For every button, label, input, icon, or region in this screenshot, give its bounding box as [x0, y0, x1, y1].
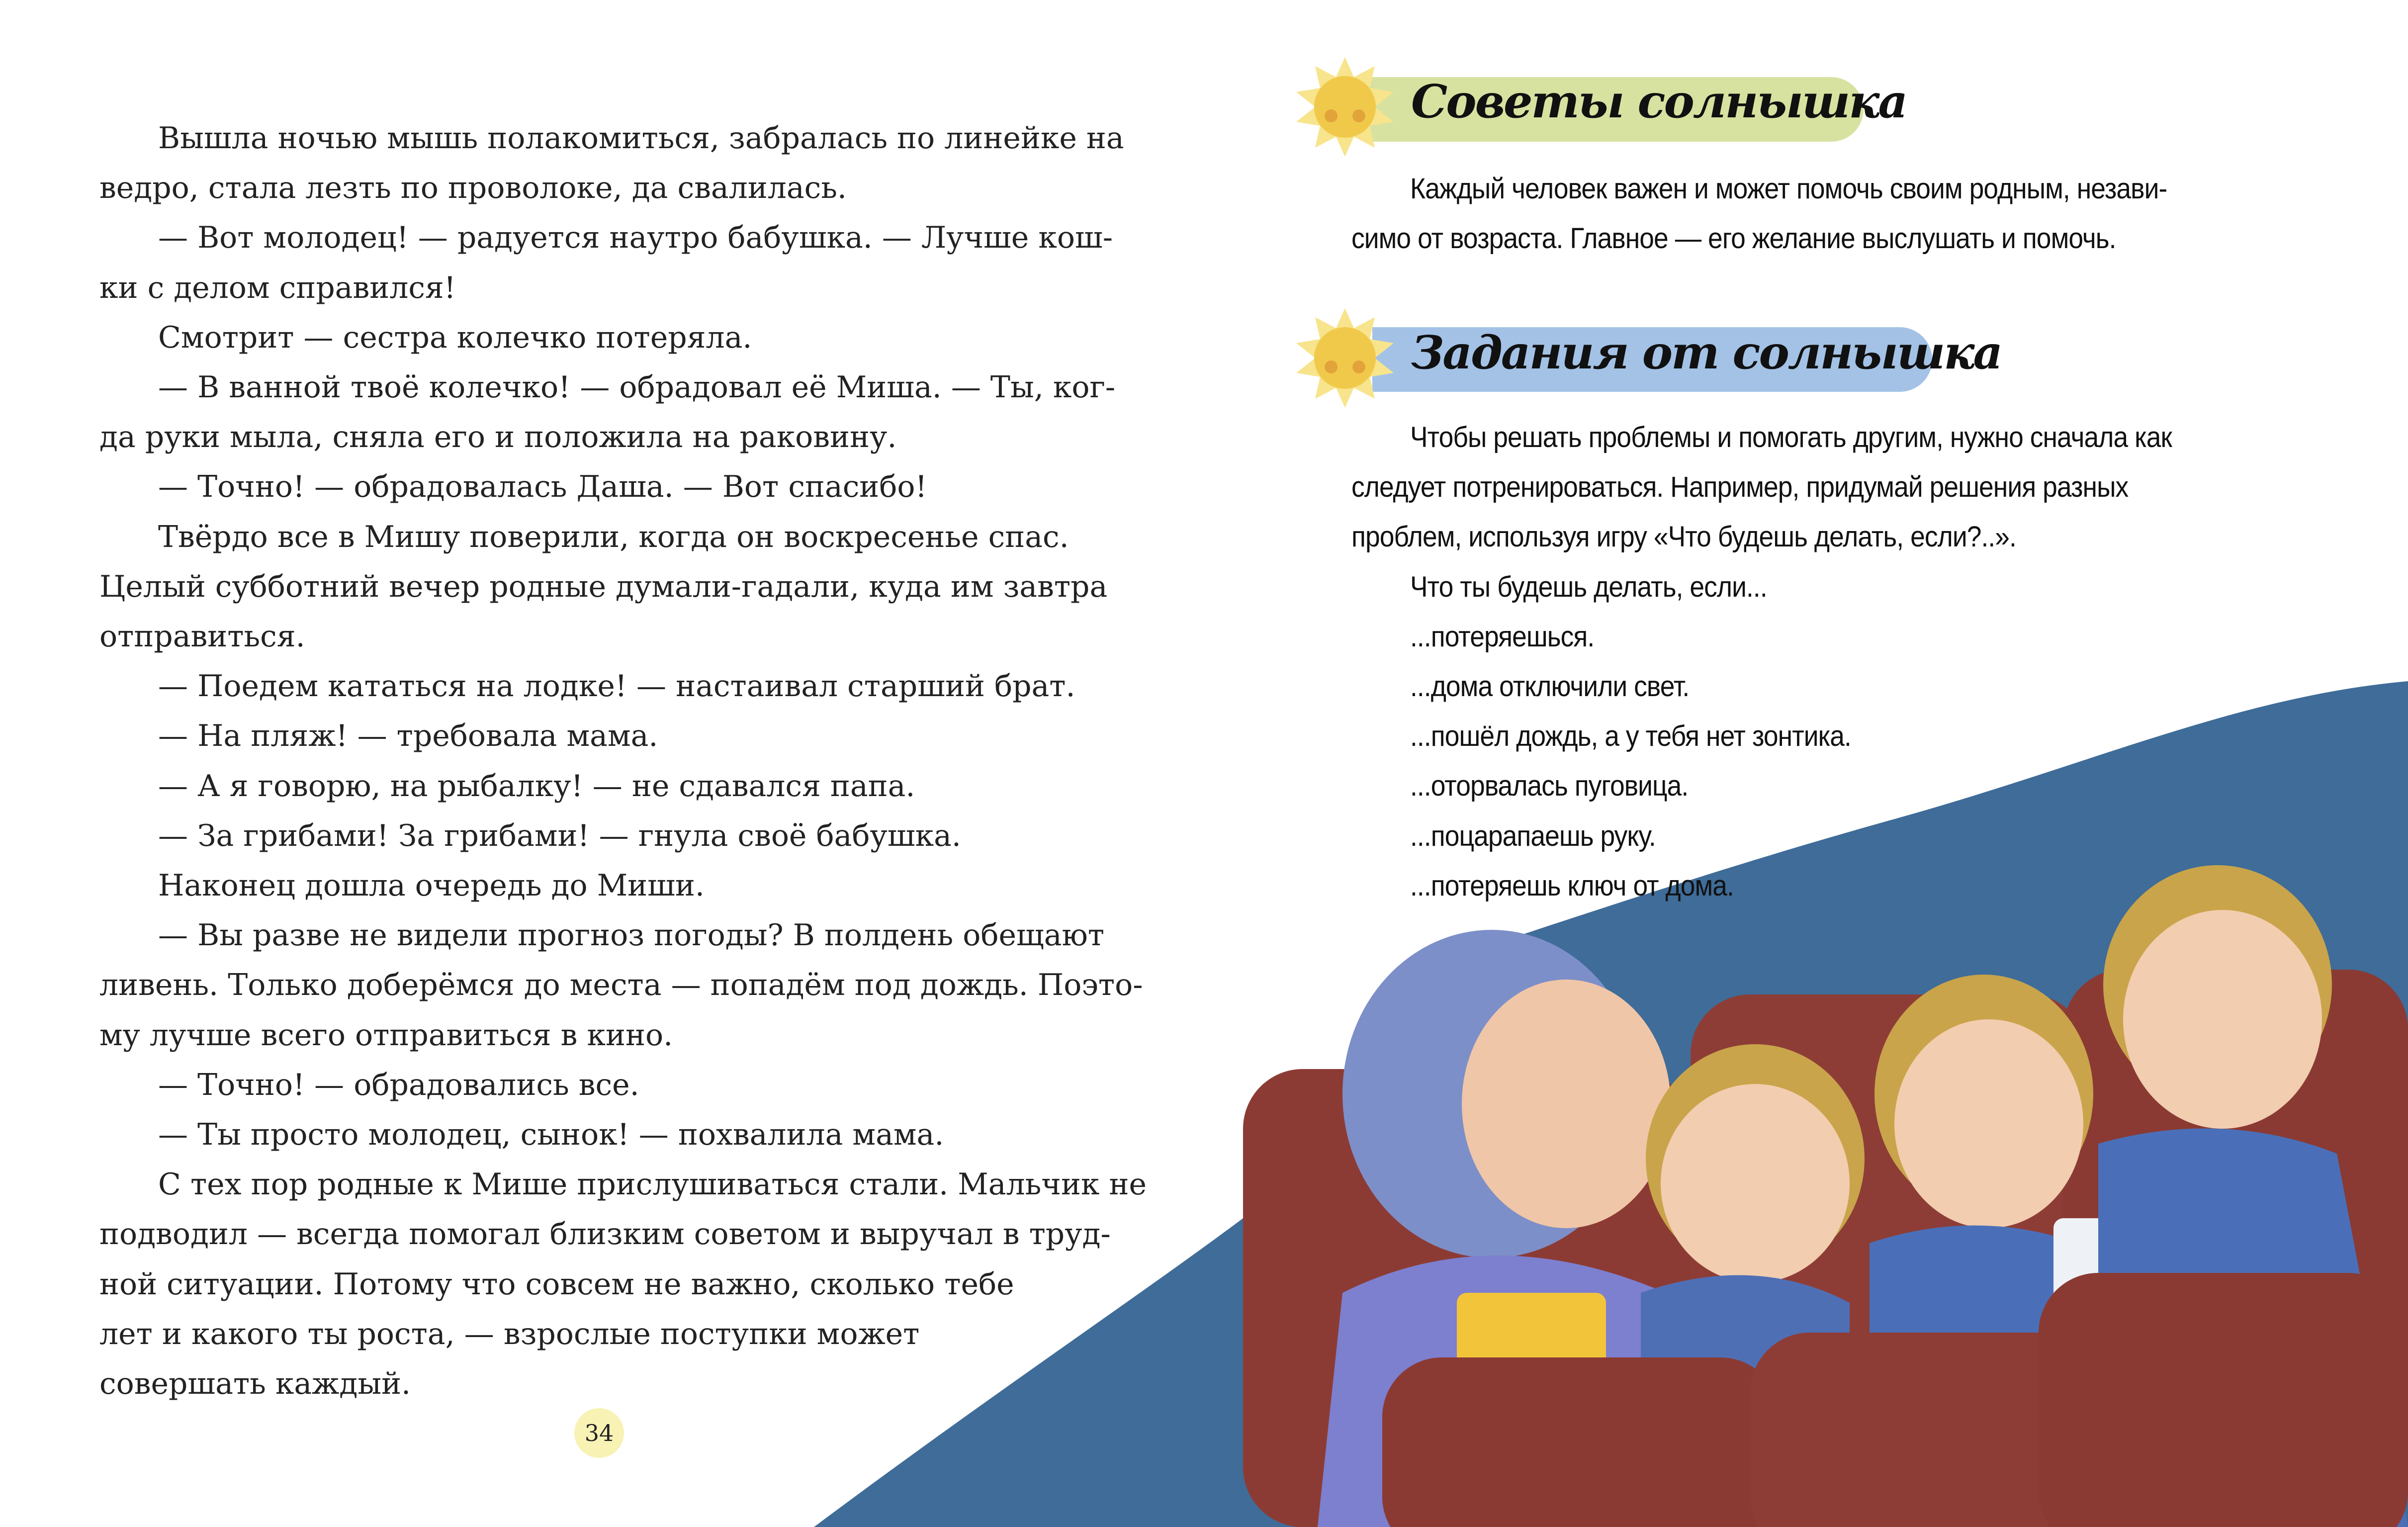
advice-title: Советы солнышка [1411, 75, 1907, 128]
text-line: — А я говорю, на рыбалку! — не сдавался папа. [158, 768, 915, 804]
text-line: Вышла ночью мышь полакомиться, забралась по линейке на [158, 121, 1124, 156]
text-line: Что ты будешь делать, если... [1410, 570, 1767, 603]
text-line: — На пляж! — требовала мама. [158, 719, 658, 754]
text-line: ...дома отключили свет. [1410, 670, 1690, 703]
sun-icon [1295, 308, 1395, 408]
sun-icon [1295, 57, 1395, 157]
text-line: — Точно! — обрадовалась Даша. — Вот спасибо! [158, 469, 927, 505]
text-line: С тех пор родные к Мише прислушиваться стали. Мальчик не [158, 1167, 1147, 1202]
text-line: Целый субботний вечер родные думали-гадали, куда им завтра [99, 569, 1108, 604]
text-line: проблем, используя игру «Что будешь делать, если?..». [1351, 521, 2016, 553]
text-line: — В ванной твоё колечко! — обрадовал её Миша. — Ты, ког- [158, 370, 1116, 405]
text-line: ...пошёл дождь, а у тебя нет зонтика. [1410, 720, 1851, 753]
text-line: — Точно! — обрадовались все. [158, 1067, 639, 1102]
text-line: Каждый человек важен и может помочь своим родным, незави- [1410, 173, 2167, 205]
text-line: — Ты просто молодец, сынок! — похвалила мама. [158, 1117, 944, 1152]
text-line: подводил — всегда помогал близким советом и выручал в труд- [99, 1217, 1111, 1252]
text-line: — Вот молодец! — радуется наутро бабушка. — Лучше кош- [158, 220, 1113, 256]
text-line: ...потеряешься. [1410, 620, 1595, 653]
text-line: отправиться. [99, 619, 305, 654]
text-line: следует потренироваться. Например, придумай решения разных [1351, 471, 2129, 504]
text-line: — Поедем кататься на лодке! — настаивал старший брат. [158, 669, 1075, 704]
text-line: Наконец дошла очередь до Миши. [158, 868, 705, 903]
tasks-title: Задания от солнышка [1411, 326, 2002, 379]
text-line: ки с делом справился! [99, 270, 456, 305]
text-line: Смотрит — сестра колечко потеряла. [158, 320, 752, 355]
text-line: ведро, стала лезть по проволоке, да свалилась. [99, 171, 847, 206]
text-line: да руки мыла, сняла его и положила на раковину. [99, 420, 897, 455]
text-line: ливень. Только доберёмся до места — попадём под дождь. Поэто- [99, 968, 1143, 1003]
text-line: симо от возраста. Главное — его желание выслушать и помочь. [1351, 222, 2116, 255]
text-line: — Вы разве не видели прогноз погоды? В полдень обещают [158, 918, 1105, 953]
text-line: му лучше всего отправиться в кино. [99, 1017, 673, 1053]
text-line: лет и какого ты роста, — взрослые поступки может [99, 1316, 920, 1351]
text-line: ...оторвалась пуговица. [1410, 770, 1689, 803]
text-line: ...поцарапаешь руку. [1410, 819, 1656, 852]
text-line: Твёрдо все в Мишу поверили, когда он воскресенье спас. [158, 519, 1069, 554]
page-number: 34 [574, 1408, 624, 1458]
text-line: ной ситуации. Потому что совсем не важно, сколько тебе [99, 1266, 1014, 1302]
text-line: — За грибами! За грибами! — гнула своё бабушка. [158, 818, 961, 853]
text-line: Чтобы решать проблемы и помогать другим, нужно сначала как [1410, 421, 2172, 453]
text-line: ...потеряешь ключ от дома. [1410, 869, 1734, 902]
text-line: совершать каждый. [99, 1366, 411, 1401]
